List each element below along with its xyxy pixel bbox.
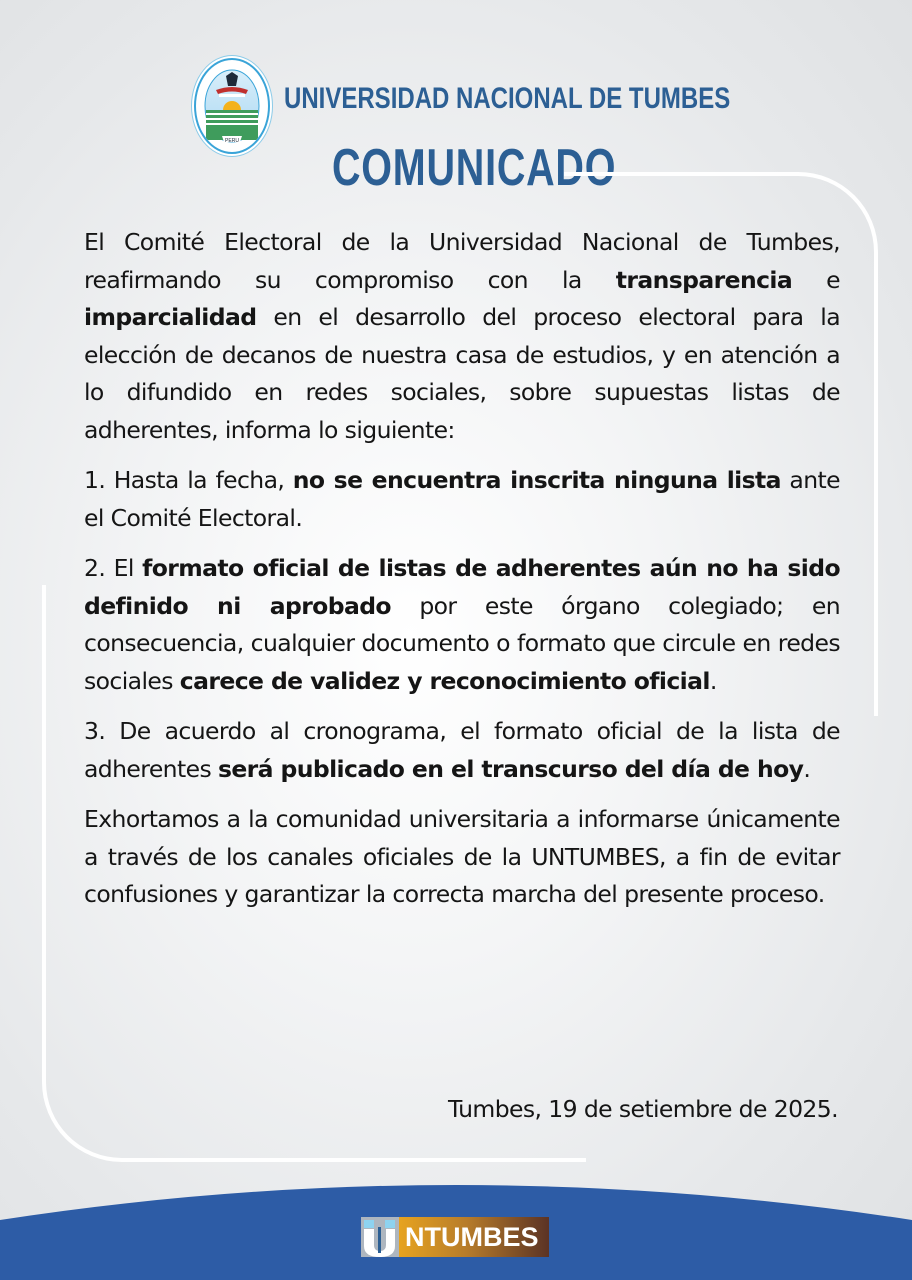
page-title: COMUNICADO [332,139,617,197]
point-2: 2. El formato oficial de listas de adherentes aún no ha sido definido ni aprobado por este órgano colegiado; en consecuencia, cualquier documento o formato que circule en redes sociales carece de validez y reconocimiento oficial. [84,554,841,695]
untumbes-wordmark: NTUMBES [399,1217,549,1257]
communique-body [84,224,840,927]
seal-country: PERU [225,138,239,144]
closing-paragraph: Exhortamos a la comunidad universitaria a informarse únicamente a través de los canales oficiales de la UNTUMBES, a fin de evitar confusiones y garantizar la correcta marcha del presente proceso. [84,805,840,908]
untumbes-u-icon [361,1217,399,1257]
untumbes-logo [361,1217,549,1257]
place-date-signature: Tumbes, 19 de setiembre de 2025. [447,1095,838,1123]
point-3: 3. De acuerdo al cronograma, el formato oficial de la lista de adherentes será publicado en el transcurso del día de hoy. [84,717,840,783]
intro-paragraph: El Comité Electoral de la Universidad Nacional de Tumbes, reafirmando su compromiso con la transparencia e imparcialidad en el desarrollo del proceso electoral para la elección de decanos de nuestra casa de estudios, y en atención a lo difundido en redes sociales, sobre supuestas listas de adherentes, informa lo siguiente: [84,228,840,444]
emphasis-transparencia: transparencia [615,265,793,294]
university-name: UNIVERSIDAD NACIONAL DE TUMBES [284,82,731,115]
emphasis-imparcialidad: imparcialidad [84,303,257,331]
university-seal-icon [194,58,270,154]
point-1: 1. Hasta la fecha, no se encuentra inscrita ninguna lista ante el Comité Electoral. [84,466,840,532]
